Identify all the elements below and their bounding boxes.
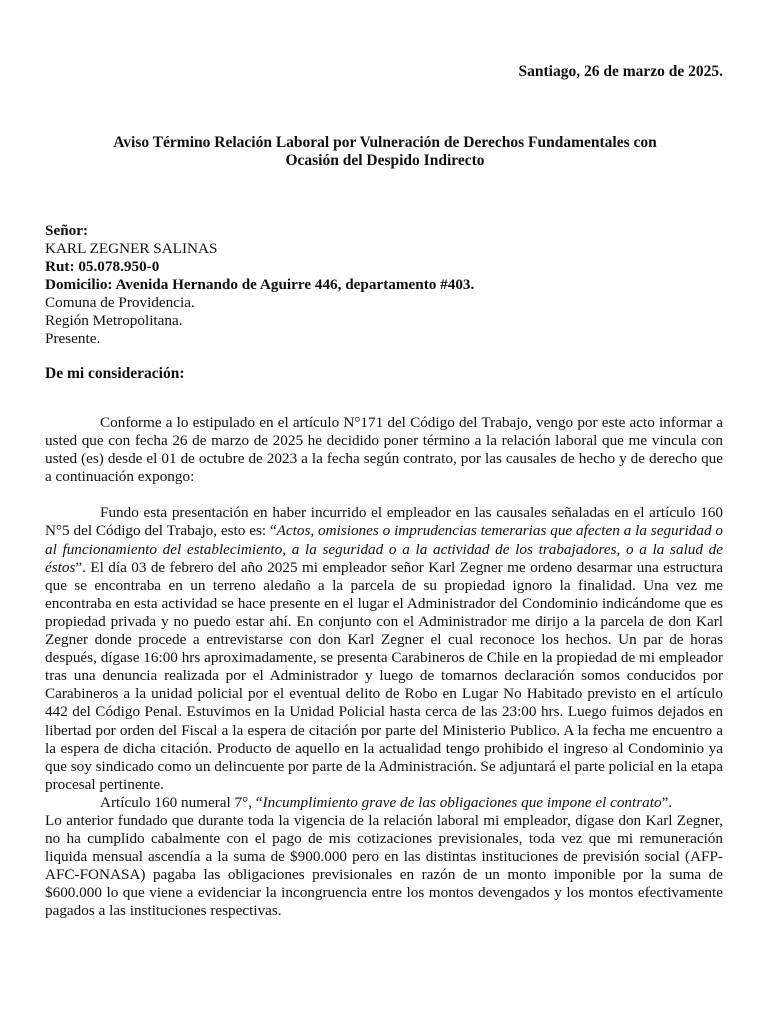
paragraph-3 — [45, 794, 723, 812]
paragraph-2-rest: ”. El día 03 de febrero del año 2025 mi empleador señor Karl Zegner me ordeno desarmar una estructura que se encontraba en un terreno aledaño a la parcela de su propiedad ignoro la finalidad. Una vez me encontraba en esta actividad se hace presente en el lugar el Administrador del Condominio indicándome que es propiedad privada y no puedo estar ahí. En conjunto con el Administrador me dirijo a la parcela de don Karl Zegner donde procede a entrevistarse con don Karl Zegner el cual reconoce los hechos. Un par de horas después, dígase 16:00 hrs aproximadamente, se presenta Carabineros de Chile en la propiedad de mi empleador tras una denuncia realizada por el Administrador y luego de tomarnos declaración somos conducidos por Carabineros a la unidad policial por el eventual delito de Robo en Lugar No Habitado previsto en el artículo 442 del Código Penal. Estuvimos en la Unidad Policial hasta cerca de las 23:00 hrs. Luego fuimos dejados en libertad por orden del Fiscal a la espera de citación por parte del Ministerio Publico. A la fecha me encuentro a la espera de dicha citación. Producto de aquello en la actualidad tengo prohibido el ingreso al Condominio ya que soy sindicado como un delincuente por parte de la Administración. Se adjuntará el parte policial en la etapa procesal pertinente. — [45, 558, 723, 793]
paragraph-3-intro: Artículo 160 numeral 7°, “ — [100, 793, 263, 811]
letter-title — [45, 134, 725, 170]
addressee-presente: Presente. — [45, 330, 101, 347]
paragraph-1: Conforme a lo estipulado en el artículo N°171 del Código del Trabajo, vengo por este acto informar a usted que con fecha 26 de marzo de 2025 he decidido poner término a la relación laboral que me vincula con usted (es) desde el 01 de octubre de 2023 a la fecha según contrato, por las causales de hecho y de derecho que a continuación expongo: — [45, 414, 723, 486]
letter-body — [45, 414, 723, 921]
salutation: Señor: — [45, 222, 89, 239]
addressee-domicilio: Domicilio: Avenida Hernando de Aguirre 446, departamento #403. — [45, 276, 475, 293]
letter-date: Santiago, 26 de marzo de 2025. — [518, 63, 723, 80]
addressee-rut: Rut: 05.078.950-0 — [45, 258, 160, 275]
paragraph-4: Lo anterior fundado que durante toda la vigencia de la relación laboral mi empleador, dígase don Karl Zegner, no ha cumplido cabalmente con el pago de mis cotizaciones previsionales, toda vez que mi remuneración liquida mensual ascendía a la suma de $900.000 pero en las distintas instituciones de previsión social (AFP-AFC-FONASA) pagaba las obligaciones previsionales en razón de un monto imponible por la suma de $600.000 lo que viene a evidenciar la incongruencia entre los montos devengados y los montos efectivamente pagados a las instituciones respectivas. — [45, 811, 723, 920]
paragraph-2-intro: Fundo esta presentación en haber incurrido el empleador en las causales señaladas en el artículo 160 N°5 del Código del Trabajo, esto es: “ — [45, 504, 723, 540]
addressee-name: KARL ZEGNER SALINAS — [45, 240, 218, 257]
addressee-comuna: Comuna de Providencia. — [45, 294, 195, 311]
paragraph-3-rest: ”. — [661, 793, 673, 811]
addressee-region: Región Metropolitana. — [45, 312, 183, 329]
title-line-1: Aviso Término Relación Laboral por Vulneración de Derechos Fundamentales con — [113, 134, 657, 151]
paragraph-2-quote: Actos, omisiones o imprudencias temerarias que afecten a la seguridad o al funcionamiento del establecimiento, a la seguridad o a la actividad de los trabajadores, o a la salud de éstos — [45, 522, 723, 576]
title-line-2: Ocasión del Despido Indirecto — [285, 152, 485, 169]
paragraph-2 — [45, 504, 723, 794]
addressee-block — [45, 222, 725, 348]
greeting: De mi consideración: — [45, 365, 185, 382]
paragraph-3-quote: Incumplimiento grave de las obligaciones que impone el contrato — [262, 793, 662, 811]
